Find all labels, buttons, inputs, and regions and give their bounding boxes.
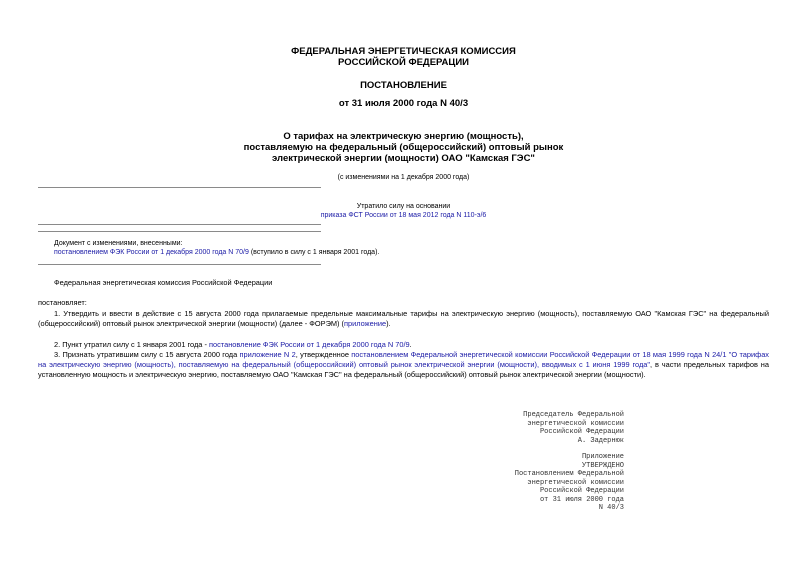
appendix-approval-block [444, 453, 624, 513]
appendix-line: Постановлением Федеральной [514, 470, 624, 478]
document-title-line2: поставляемую на федеральный (общероссийский) оптовый рынок [243, 142, 564, 153]
document-title-line1: О тарифах на электрическую энергию (мощность), [283, 131, 524, 142]
signature-block [444, 411, 624, 445]
paragraph-3-text: 3. Признать утратившим силу с 15 августа 2000 года [54, 350, 240, 359]
document-title-line3: электрической энергии (мощности) ОАО "Камская ГЭС" [272, 153, 535, 164]
agency-name-line1: ФЕДЕРАЛЬНАЯ ЭНЕРГЕТИЧЕСКАЯ КОМИССИЯ [291, 46, 516, 57]
changes-note: (с изменениями на 1 декабря 2000 года) [337, 174, 470, 181]
appendix-line: энергетической комиссии [527, 478, 624, 487]
paragraph-2-decree-link[interactable]: постановление ФЭК России от 1 декабря 2000 года N 70/9 [208, 340, 410, 349]
appendix-link[interactable]: приложение [344, 319, 387, 328]
paragraph-1-text: 1. Утвердить и ввести в действие с 15 августа 2000 года прилагаемые предельные максимальные тарифы на электрическую энергию (мощность), поставляемую ОАО "Камская ГЭС" на федеральный (общероссийский) оптовый рынок электрической энергии (мощности) (далее - ФОРЭМ) ( [38, 309, 769, 328]
paragraph-2-end: . [409, 340, 412, 349]
appendix-line: УТВЕРЖДЕНО [581, 461, 624, 470]
divider [38, 224, 321, 225]
amended-effective-note: (вступило в силу с 1 января 2001 года). [248, 249, 380, 256]
paragraph-2 [54, 340, 412, 350]
document-date-number: от 31 июля 2000 года N 40/3 [338, 98, 469, 109]
document-type: ПОСТАНОВЛЕНИЕ [360, 80, 447, 91]
divider [38, 231, 321, 232]
signature-line: энергетической комиссии [527, 419, 624, 428]
expired-basis-link[interactable]: приказа ФСТ России от 18 мая 2012 года N 110-э/6 [320, 212, 487, 219]
paragraph-1 [38, 309, 769, 329]
appendix-line: от 31 июля 2000 года [539, 495, 624, 504]
paragraph-1-end: ). [386, 319, 391, 328]
paragraph-3-end: , в части предельных тарифов на установленную мощность и электрическую энергию, поставляемую ОАО "Камская ГЭС" на федеральный (общероссийский) оптовый рынок электрической энергии (мощности). [38, 360, 769, 379]
divider [38, 264, 321, 265]
decrees-line: постановляет: [38, 298, 87, 307]
paragraph-2-text: 2. Пункт утратил силу с 1 января 2001 года - [54, 340, 209, 349]
fec-decree-1999-link[interactable]: постановлением Федеральной энергетической комиссии Российской Федерации от 18 мая 1999 года N 24/1 "О тарифах на электрическую энергию (мощность), поставляемую на федеральный (общероссийский) оптовый рынок электрической энергии (мощности), вводимых с 1 июня 1999 года" [38, 350, 770, 369]
signature-line: Российской Федерации [539, 428, 624, 436]
paragraph-3 [38, 350, 769, 380]
appendix-2-link[interactable]: приложение N 2 [239, 350, 296, 359]
issuer-line: Федеральная энергетическая комиссия Российской Федерации [54, 278, 273, 287]
amended-notice: Документ с изменениями, внесенными: [54, 240, 183, 247]
agency-name-line2: РОССИЙСКОЙ ФЕДЕРАЦИИ [337, 57, 469, 68]
expired-notice: Утратило силу на основании [356, 203, 451, 210]
signature-line: Председатель Федеральной [523, 411, 624, 419]
appendix-line: Российской Федерации [539, 487, 624, 495]
appendix-line: N 40/3 [598, 504, 624, 512]
paragraph-3-mid: , утвержденное [295, 350, 352, 359]
amended-notice-line [54, 248, 379, 257]
signatory-name: А. Задернюк [577, 436, 624, 445]
divider [38, 187, 321, 188]
amending-decree-link[interactable]: постановлением ФЭК России от 1 декабря 2000 года N 70/9 [54, 249, 249, 256]
appendix-line: Приложение [581, 453, 624, 461]
